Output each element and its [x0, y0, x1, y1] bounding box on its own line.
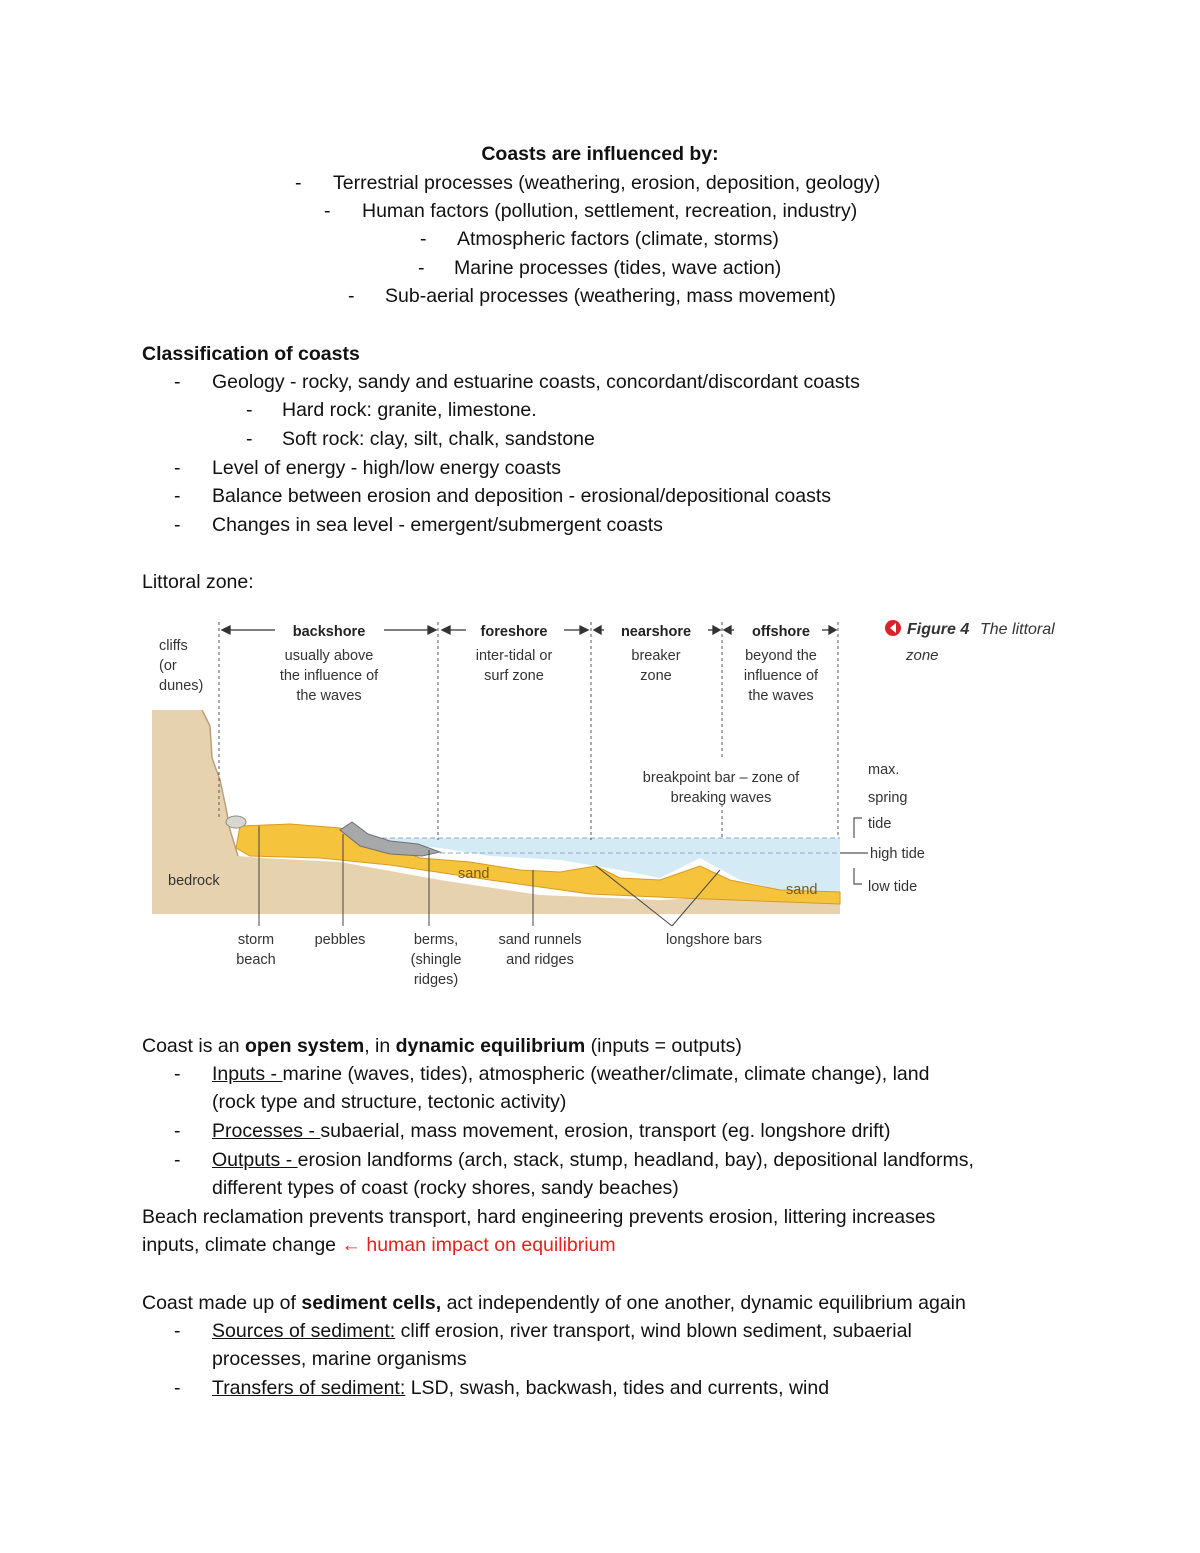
- list-item: - Geology - rocky, sandy and estuarine coasts, concordant/discordant coasts: [174, 371, 860, 393]
- high-tide-label: high tide: [870, 846, 925, 862]
- longshore-bars-label: longshore bars: [666, 932, 762, 948]
- littoral-zone-figure: [140, 608, 1070, 998]
- svg-text:Figure 4: Figure 4: [907, 621, 970, 638]
- sand-label: sand: [786, 882, 818, 898]
- svg-text:surf zone: surf zone: [484, 668, 544, 684]
- svg-text:beach: beach: [236, 952, 276, 968]
- list-item: - Changes in sea level - emergent/submergent coasts: [174, 514, 663, 536]
- sand-runnels-label: sand runnels: [498, 932, 582, 948]
- list-item: - Sub-aerial processes (weathering, mass movement): [348, 285, 836, 307]
- pebbles-label: pebbles: [314, 932, 366, 948]
- svg-text:dunes): dunes): [159, 678, 204, 694]
- storm-beach-label: storm: [237, 932, 275, 948]
- cliffs-label: cliffs: [159, 638, 188, 654]
- list-item: - Marine processes (tides, wave action): [418, 257, 782, 279]
- svg-text:zone: zone: [640, 668, 672, 684]
- list-item: - Transfers of sediment: LSD, swash, backwash, tides and currents, wind: [174, 1377, 830, 1399]
- berms-label: berms,: [413, 932, 459, 948]
- foreshore-label: foreshore: [480, 624, 548, 640]
- list-item: - Hard rock: granite, limestone.: [246, 399, 537, 421]
- offshore-label: offshore: [752, 624, 810, 640]
- classification-heading: Classification of coasts: [142, 343, 360, 365]
- svg-text:the waves: the waves: [748, 688, 814, 704]
- svg-text:(shingle: (shingle: [410, 952, 462, 968]
- svg-text:and ridges: and ridges: [506, 952, 574, 968]
- list-item: - Human factors (pollution, settlement, recreation, industry): [324, 200, 858, 222]
- svg-text:breaking waves: breaking waves: [670, 790, 772, 806]
- breakpoint-label: breakpoint bar – zone of: [642, 770, 800, 786]
- list-item: - Sources of sediment: cliff erosion, river transport, wind blown sediment, subaerial: [174, 1320, 912, 1342]
- list-item: - Balance between erosion and deposition - erosional/depositional coasts: [174, 485, 831, 507]
- svg-text:ridges): ridges): [413, 972, 459, 988]
- list-item-continued: processes, marine organisms: [212, 1348, 467, 1370]
- reclamation-line-2: inputs, climate change ← human impact on equilibrium: [142, 1234, 616, 1256]
- svg-text:(or: (or: [159, 658, 177, 674]
- low-tide-label: low tide: [868, 879, 918, 895]
- svg-text:spring: spring: [868, 790, 908, 806]
- max-spring-tide-label: tide: [868, 816, 892, 832]
- svg-text:max.: max.: [868, 762, 900, 778]
- sand-label: sand: [458, 866, 490, 882]
- nearshore-label: nearshore: [620, 624, 692, 640]
- svg-text:zone: zone: [906, 647, 939, 664]
- svg-text:beyond the: beyond the: [745, 648, 817, 664]
- sediment-cells-line: Coast made up of sediment cells, act independently of one another, dynamic equilibrium again: [142, 1292, 966, 1314]
- figure-caption: [885, 620, 1055, 664]
- list-item: - Processes - subaerial, mass movement, erosion, transport (eg. longshore drift): [174, 1120, 891, 1142]
- svg-text:inter-tidal or: inter-tidal or: [475, 648, 553, 664]
- bedrock-label: bedrock: [168, 873, 220, 889]
- svg-text:The littoral: The littoral: [980, 621, 1055, 638]
- list-item: - Level of energy - high/low energy coasts: [174, 457, 562, 479]
- list-item: - Soft rock: clay, silt, chalk, sandstone: [246, 428, 595, 450]
- svg-text:the influence of: the influence of: [279, 668, 379, 684]
- list-item-continued: (rock type and structure, tectonic activity): [212, 1091, 567, 1113]
- open-system-line: Coast is an open system, in dynamic equilibrium (inputs = outputs): [142, 1035, 742, 1057]
- svg-text:breaker: breaker: [631, 648, 681, 664]
- list-item: - Terrestrial processes (weathering, erosion, deposition, geology): [295, 172, 881, 194]
- list-item-continued: different types of coast (rocky shores, sandy beaches): [212, 1177, 679, 1199]
- intro-heading: Coasts are influenced by:: [481, 143, 719, 165]
- backshore-label: backshore: [292, 624, 366, 640]
- svg-text:usually above: usually above: [284, 648, 374, 664]
- littoral-label: Littoral zone:: [142, 571, 254, 593]
- list-item: - Atmospheric factors (climate, storms): [420, 228, 779, 250]
- list-item: - Inputs - marine (waves, tides), atmospheric (weather/climate, climate change), land: [174, 1063, 930, 1085]
- svg-text:the waves: the waves: [296, 688, 362, 704]
- list-item: - Outputs - erosion landforms (arch, stack, stump, headland, bay), depositional landforms,: [174, 1149, 974, 1171]
- reclamation-line: Beach reclamation prevents transport, hard engineering prevents erosion, littering increases: [142, 1206, 936, 1228]
- svg-text:influence of: influence of: [743, 668, 819, 684]
